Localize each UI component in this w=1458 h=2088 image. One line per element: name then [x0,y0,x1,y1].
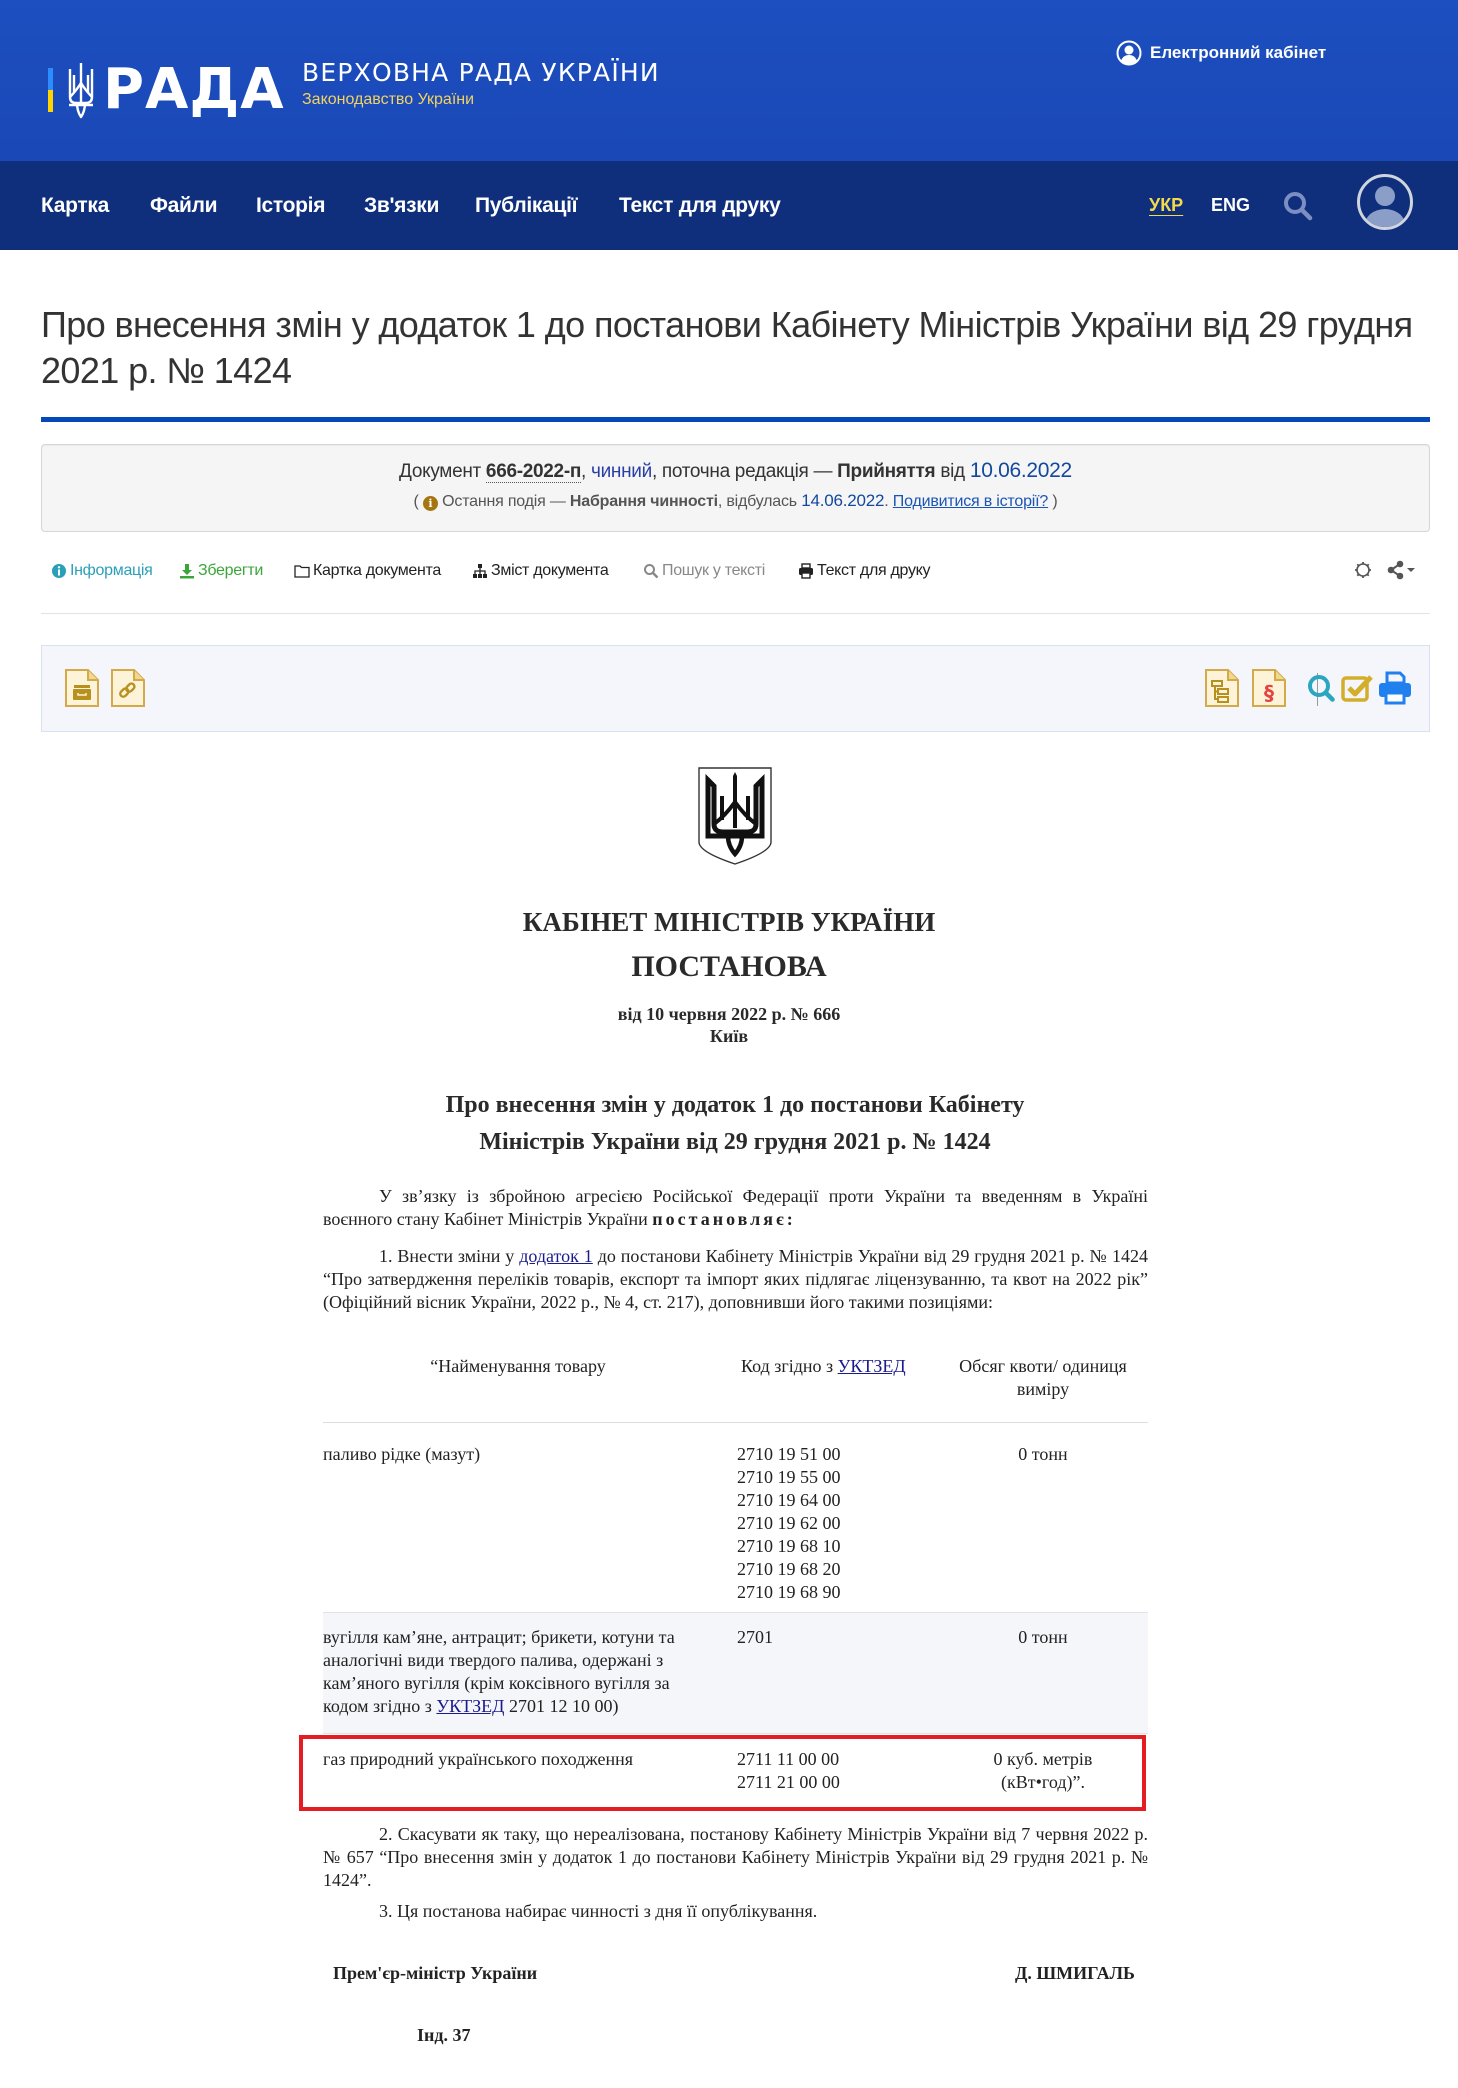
cell-goods-name: паливо рідке (мазут) [323,1444,481,1464]
code: 2711 21 00 00 [737,1772,840,1792]
from-text: від [940,461,965,482]
clause-1 [323,1245,1148,1314]
code: 2710 19 64 00 [737,1490,841,1510]
tool-document-contents-label: Зміст документа [491,562,609,579]
tool-document-card-label: Картка документа [313,562,442,579]
site-title: ВЕРХОВНА РАДА УКРАЇНИ [302,58,660,87]
happened-text: , відбулась [717,493,797,510]
download-icon [179,563,195,579]
sitemap-icon [472,563,488,579]
print-icon [798,563,814,579]
site-logo[interactable] [48,58,285,122]
tool-save[interactable] [179,562,263,580]
info-icon: i [423,496,438,511]
folder-icon [294,563,310,579]
clause-3: 3. Ця постанова набирає чинності з дня її опублікування. [379,1901,818,1921]
history-link[interactable]: Подивитися в історії? [892,493,1049,510]
paren-open: ( [413,493,419,510]
lang-eng[interactable]: ENG [1211,195,1251,215]
code: 2701 [737,1627,773,1647]
code: 2710 19 68 90 [737,1582,841,1602]
cell-codes [737,1626,927,1649]
electronic-cabinet-label: Електронний кабінет [1150,43,1327,62]
flag-icon [48,68,53,112]
redaction-text: , поточна редакція — [651,461,833,482]
coat-of-arms-icon [697,766,773,866]
lang-ukr[interactable]: УКР [1149,195,1184,215]
goods-name-code: 2701 12 10 00) [508,1696,619,1716]
tool-information-label: Інформація [70,562,153,579]
code: 2711 11 00 00 [737,1749,840,1769]
preamble-text: У зв’язку із збройною агресією Російської Федерації проти України та введенням в Україні воєнного стану Кабінет Міністрів України [323,1186,1148,1229]
tool-save-label: Зберегти [198,562,264,579]
issuer-heading: КАБІНЕТ МІНІСТРІВ УКРАЇНИ [522,907,936,937]
site-subtitle: Законодавство України [302,91,475,108]
code: 2710 19 62 00 [737,1513,841,1533]
document-status[interactable]: чинний [591,461,652,482]
col-header-name: “Найменування товару [430,1356,606,1376]
document-toolbar [41,560,1430,614]
site-title-block[interactable] [302,58,660,112]
site-header [0,0,1458,161]
tool-print-text[interactable] [798,562,930,580]
paren-close: ) [1052,493,1058,510]
last-event-date: 14.06.2022 [801,491,885,510]
uktzed-link[interactable]: УКТЗЕД [436,1696,505,1716]
tool-search-in-text[interactable] [643,562,765,580]
search-in-document-icon[interactable] [1304,668,1338,708]
col-header-quota: Обсяг квоти/ одиниця виміру [959,1356,1127,1399]
share-dropdown-icon[interactable] [1387,560,1419,580]
user-silhouette-icon [1360,177,1410,227]
user-avatar[interactable] [1357,174,1413,230]
last-event: Набрання чинності [569,493,718,510]
tool-information[interactable] [51,562,153,580]
quota-line1: 0 куб. метрів [993,1749,1093,1769]
signer-name: Д. ШМИГАЛЬ [1015,1963,1135,1983]
preamble-paragraph [323,1185,1148,1231]
nav-item-print-text[interactable]: Текст для друку [619,194,781,217]
last-event-line: ( i Остання подія — Набрання чинності, відбулась 14.06.2022. Подивитися в історії? ) [413,491,1058,510]
nav-item-history[interactable]: Історія [256,194,326,217]
structure-file-icon[interactable] [1204,668,1240,708]
svg-text:§: § [1264,681,1274,705]
nav-item-links[interactable]: Зв'язки [364,194,440,217]
code: 2710 19 68 20 [737,1559,841,1579]
trident-icon [67,61,95,119]
cell-goods-name: газ природний українського походження [323,1749,633,1769]
event-name: Прийняття [837,461,936,482]
quota-line2: (кВт•год)”. [1001,1772,1085,1792]
act-title [300,1087,1170,1161]
link-file-icon[interactable] [110,668,146,708]
document-actions-bar [41,645,1430,732]
checklist-icon[interactable] [1340,668,1374,708]
page-title: Про внесення змін у додаток 1 до постанови Кабінету Міністрів України від 29 грудня 2021 р. № 1424 [41,304,1413,391]
col-header-code [741,1355,941,1378]
code: 2710 19 51 00 [737,1444,841,1464]
resolves-verb: постановляє: [652,1209,796,1229]
col-header-code-text: Код згідно з [741,1356,834,1376]
clause-1-rest: до постанови Кабінету Міністрів України від 29 грудня 2021 р. № 1424 “Про затвердження переліків товарів, експорт та імпорт яких підлягає ліцензуванню, та квот на 2022 рік” (Офіційний вісник України, 2022 р., № 4, ст. 217), доповнивши його такими позиціями: [323,1246,1149,1312]
electronic-cabinet-link[interactable] [1116,40,1326,66]
code: 2710 19 55 00 [737,1467,841,1487]
archive-file-icon[interactable] [64,668,100,708]
tool-print-text-label: Текст для друку [817,562,931,579]
act-date-line: від 10 червня 2022 р. № 666 [617,1004,841,1024]
nav-item-publications[interactable]: Публікації [475,194,578,217]
settings-gear-icon[interactable] [1353,560,1373,580]
cell-quota: 0 тонн [1018,1444,1068,1464]
print-icon[interactable] [1377,668,1413,708]
tool-document-contents[interactable] [472,562,609,580]
nav-item-files[interactable]: Файли [150,194,218,217]
info-circle-icon [51,563,67,579]
document-status-panel [41,444,1430,532]
document-number[interactable]: 666-2022-п [485,461,582,482]
document-index: Інд. 37 [417,2025,471,2045]
main-nav [0,161,1458,250]
logo-word: РАДА [103,57,285,122]
act-title-line2: Міністрів України від 29 грудня 2021 р. № 1424 [479,1129,991,1155]
table-row [323,1423,1148,1612]
signer-title: Прем'єр-міністр України [333,1963,538,1983]
sep: , [581,461,587,482]
table-header-row [323,1355,1148,1423]
act-title-line1: Про внесення змін у додаток 1 до постанови Кабінету [445,1092,1025,1118]
doc-prefix: Документ [399,461,481,482]
cell-quota: 0 тонн [1018,1627,1068,1647]
search-icon [643,563,659,579]
act-date [0,1003,1458,1047]
nav-item-card[interactable]: Картка [41,194,109,217]
highlight-annotation-box [299,1735,1146,1811]
code: 2710 19 68 10 [737,1536,841,1556]
act-type-heading: ПОСТАНОВА [631,950,827,983]
document-status-line [42,459,1429,483]
legal-section-file-icon[interactable] [1251,668,1287,708]
tool-search-in-text-label: Пошук у тексті [662,562,766,579]
title-divider [41,417,1430,422]
cell-goods-name [323,1626,718,1718]
search-icon[interactable] [1282,190,1314,222]
clause-1-start: 1. Внести зміни у [379,1246,515,1266]
last-event-label: Остання подія — [442,493,566,510]
adoption-date: 10.06.2022 [969,459,1072,482]
clause-2: 2. Скасувати як таку, що нереалізована, постанову Кабінету Міністрів України від 7 червня 2022 р. № 657 “Про внесення змін у додаток 1 до постанови Кабінету Міністрів України від 29 грудня 2021 р. № 1424”. [323,1824,1148,1890]
goods-name-text: вугілля кам’яне, антрацит; брикети, котуни та аналогічні види твердого палива, одержані з кам’яного вугілля (крім коксівного вугілля за кодом згідно з [323,1627,675,1716]
user-circle-icon [1116,40,1142,66]
uktzed-link[interactable]: УКТЗЕД [837,1356,906,1376]
table-row [323,1612,1148,1733]
cell-codes [737,1443,927,1604]
tool-document-card[interactable] [294,562,441,580]
act-city: Київ [709,1026,749,1046]
annex-1-link[interactable]: додаток 1 [519,1246,593,1266]
